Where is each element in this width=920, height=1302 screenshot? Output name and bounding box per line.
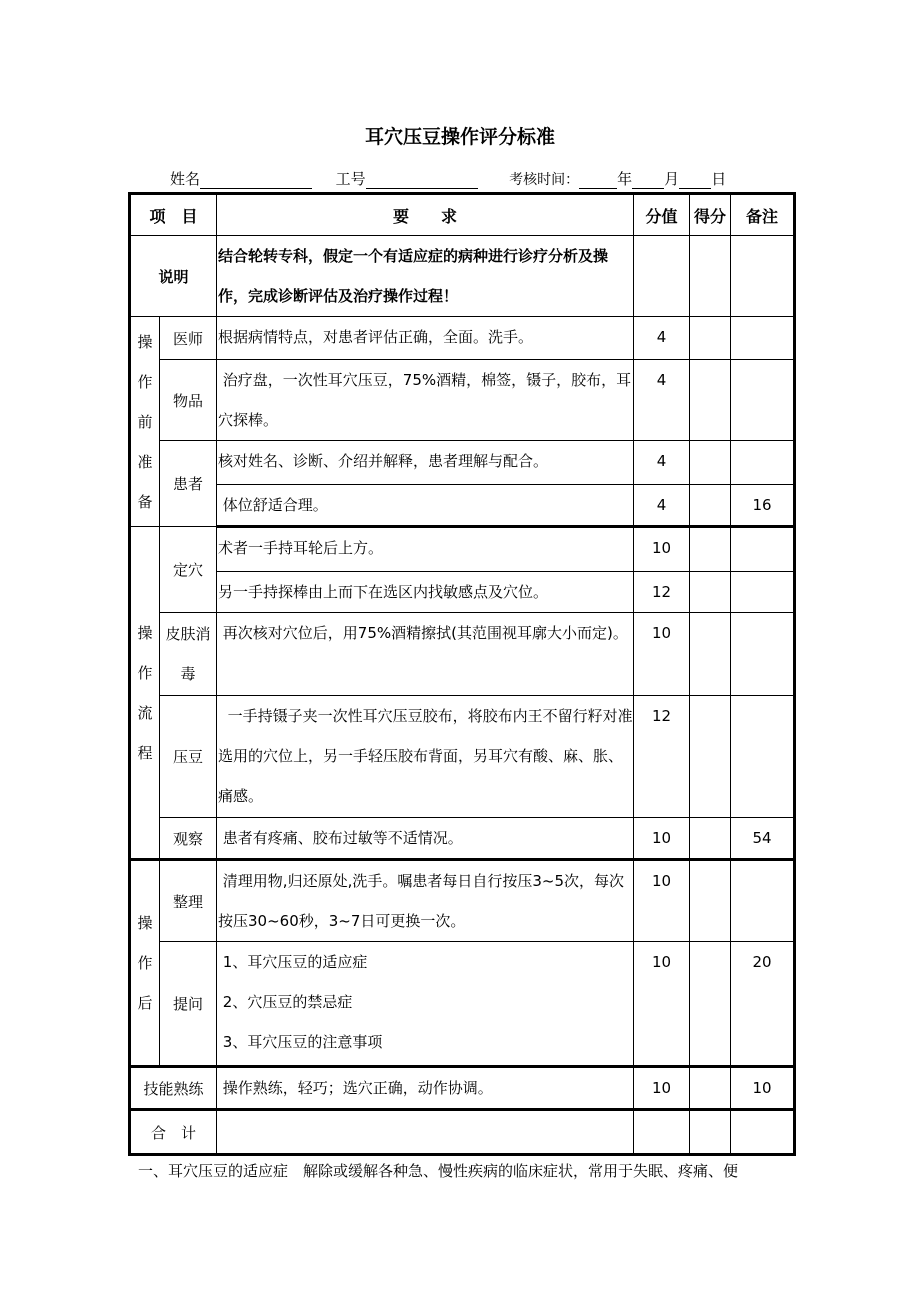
section-process: 操作流程 — [137, 623, 153, 762]
score-value: 4 — [634, 360, 690, 441]
score-value: 12 — [634, 572, 690, 613]
sub-item: 物品 — [160, 360, 217, 441]
requirement-text: 另一手持探棒由上而下在选区内找敏感点及穴位。 — [217, 572, 634, 613]
total-score — [634, 1110, 690, 1155]
note-value — [731, 572, 795, 613]
question-3: 3、耳穴压豆的注意事项 — [218, 1033, 383, 1051]
note-value — [731, 360, 795, 441]
exam-info-line — [170, 168, 726, 189]
requirement-text: 根据病情特点，对患者评估正确，全面。洗手。 — [217, 317, 634, 360]
table-row — [130, 696, 795, 818]
sub-item: 提问 — [160, 942, 217, 1067]
sub-item: 定穴 — [160, 527, 217, 613]
id-label: 工号 — [335, 170, 366, 188]
score-value: 10 — [634, 613, 690, 696]
day-label: 日 — [711, 170, 727, 188]
total-row — [130, 1110, 795, 1155]
page-title: 耳穴压豆操作评分标准 — [364, 126, 555, 148]
score-cell[interactable] — [690, 696, 731, 818]
table-row — [130, 942, 795, 1067]
requirement-text: 一手持镊子夹一次性耳穴压豆胶布，将胶布内王不留行籽对准选用的穴位上，另一手轻压胶布背面，另耳穴有酸、麻、胀、痛感。 — [217, 696, 634, 818]
id-field[interactable] — [366, 172, 478, 189]
time-label: 考核时间： — [509, 172, 580, 188]
score-cell[interactable] — [690, 613, 731, 696]
note-value — [731, 696, 795, 818]
header-item: 项 目 — [130, 194, 217, 236]
requirement-text: 患者有疼痛、胶布过敏等不适情况。 — [217, 818, 634, 860]
total-requirement — [217, 1110, 634, 1155]
day-field[interactable] — [679, 172, 711, 189]
month-label: 月 — [664, 170, 680, 188]
score-cell[interactable] — [690, 485, 731, 527]
sub-item: 医师 — [160, 317, 217, 360]
table-row — [130, 1067, 795, 1110]
month-field[interactable] — [632, 172, 664, 189]
section-pre: 操作前准备 — [137, 332, 153, 511]
note-value: 10 — [731, 1067, 795, 1110]
explanation-label: 说明 — [130, 236, 217, 317]
sub-item: 皮肤消毒 — [160, 613, 217, 696]
year-field[interactable] — [579, 172, 617, 189]
table-row — [130, 485, 795, 527]
table-row — [130, 317, 795, 360]
note-value — [731, 441, 795, 485]
question-1: 1、耳穴压豆的适应症 — [218, 953, 368, 971]
requirement-text: 体位舒适合理。 — [217, 485, 634, 527]
name-field[interactable] — [200, 172, 312, 189]
note-value — [731, 613, 795, 696]
score-value: 4 — [634, 441, 690, 485]
table-row — [130, 236, 795, 317]
requirement-text — [217, 942, 634, 1067]
score-cell[interactable] — [690, 441, 731, 485]
score-cell[interactable] — [690, 942, 731, 1067]
score-value: 10 — [634, 1067, 690, 1110]
requirement-text: 术者一手持耳轮后上方。 — [217, 527, 634, 572]
table-row — [130, 527, 795, 572]
total-got[interactable] — [690, 1110, 731, 1155]
table-row — [130, 860, 795, 942]
score-cell[interactable] — [690, 236, 731, 317]
note-value: 16 — [731, 485, 795, 527]
sub-item: 观察 — [160, 818, 217, 860]
note-value: 20 — [731, 942, 795, 1067]
score-cell[interactable] — [690, 1067, 731, 1110]
table-row — [130, 441, 795, 485]
score-value: 4 — [634, 317, 690, 360]
requirement-text: 治疗盘，一次性耳穴压豆，75%酒精，棉签，镊子，胶布，耳穴探棒。 — [217, 360, 634, 441]
scoring-table — [128, 192, 796, 1156]
score-value: 12 — [634, 696, 690, 818]
note-value — [731, 527, 795, 572]
sub-item: 患者 — [160, 441, 217, 527]
table-header — [130, 194, 795, 236]
score-value: 10 — [634, 860, 690, 942]
score-cell[interactable] — [690, 317, 731, 360]
total-label: 合 计 — [130, 1110, 217, 1155]
score-cell[interactable] — [690, 572, 731, 613]
explanation-text: 结合轮转专科，假定一个有适应症的病种进行诊疗分析及操作，完成诊断评估及治疗操作过程！ — [217, 236, 634, 317]
note-value — [731, 317, 795, 360]
sub-item: 压豆 — [160, 696, 217, 818]
name-label: 姓名 — [170, 170, 201, 188]
table-row — [130, 572, 795, 613]
requirement-text: 操作熟练，轻巧；选穴正确，动作协调。 — [217, 1067, 634, 1110]
score-cell[interactable] — [690, 527, 731, 572]
score-value: 4 — [634, 485, 690, 527]
score-value: 10 — [634, 527, 690, 572]
score-value: 10 — [634, 942, 690, 1067]
sub-item: 技能熟练 — [130, 1067, 217, 1110]
score-cell[interactable] — [690, 360, 731, 441]
note-value: 54 — [731, 818, 795, 860]
header-requirement: 要 求 — [217, 194, 634, 236]
requirement-text: 清理用物,归还原处,洗手。嘱患者每日自行按压3~5次，每次按压30~60秒，3~7日可更换一次。 — [217, 860, 634, 942]
sub-item: 整理 — [160, 860, 217, 942]
score-cell[interactable] — [690, 860, 731, 942]
header-got: 得分 — [690, 194, 731, 236]
total-note — [731, 1110, 795, 1155]
score-cell[interactable] — [690, 818, 731, 860]
header-note: 备注 — [731, 194, 795, 236]
requirement-text: 再次核对穴位后，用75%酒精擦拭(其范围视耳廓大小而定)。 — [217, 613, 634, 696]
table-row — [130, 818, 795, 860]
requirement-text: 核对姓名、诊断、介绍并解释，患者理解与配合。 — [217, 441, 634, 485]
section-post: 操作后 — [137, 914, 153, 1012]
table-row — [130, 360, 795, 441]
header-score: 分值 — [634, 194, 690, 236]
score-value: 10 — [634, 818, 690, 860]
note-value — [731, 860, 795, 942]
year-label: 年 — [617, 170, 633, 188]
question-2: 2、穴压豆的禁忌症 — [218, 993, 353, 1011]
table-row — [130, 613, 795, 696]
footer-text: 一、耳穴压豆的适应症 解除或缓解各种急、慢性疾病的临床症状，常用于失眠、疼痛、便 — [138, 1162, 739, 1180]
